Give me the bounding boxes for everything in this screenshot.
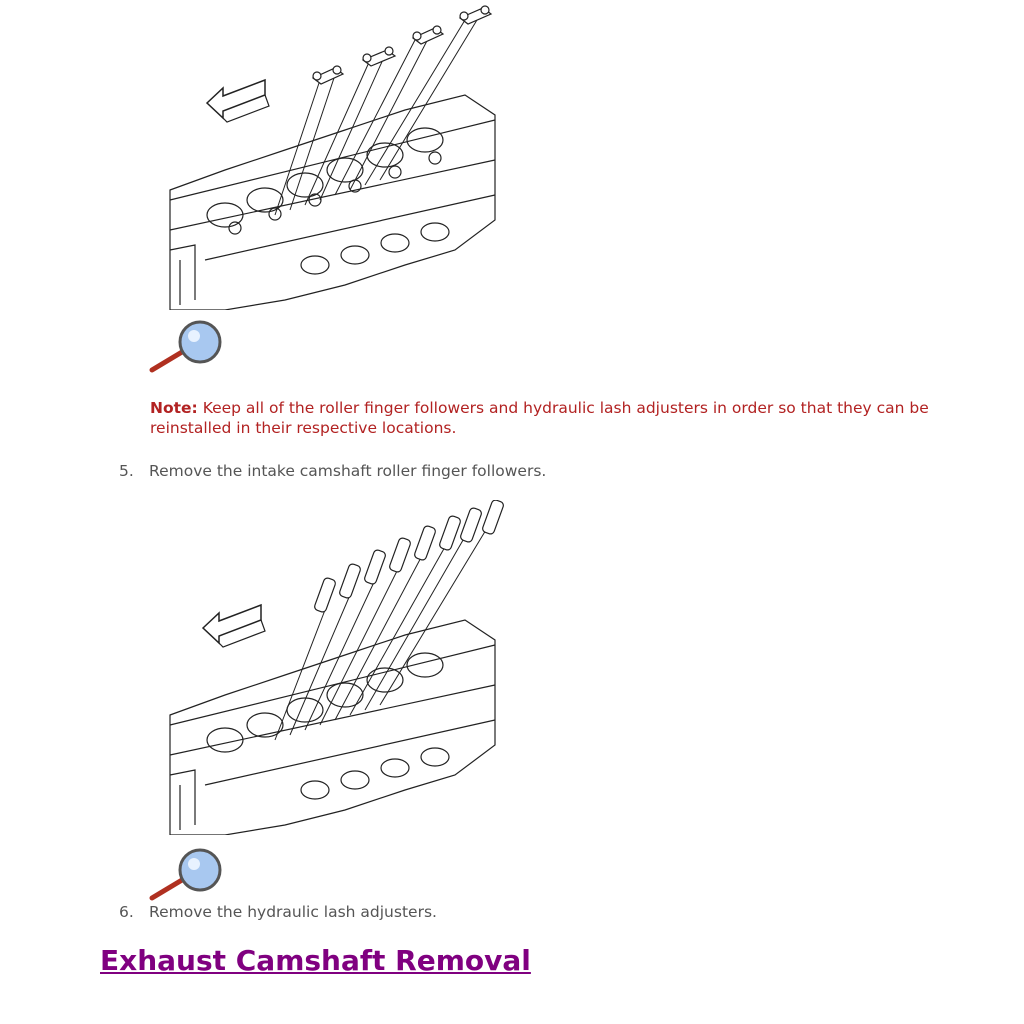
cylinder-head-body <box>170 95 495 310</box>
step-text: Remove the hydraulic lash adjusters. <box>149 903 437 921</box>
roller-finger-followers <box>313 6 491 84</box>
note-text: Keep all of the roller finger followers and hydraulic lash adjusters in order so that they can be reinstalled in their respective locations. <box>150 399 929 437</box>
step-number: 6. <box>119 903 134 921</box>
step-item <box>119 903 437 921</box>
hydraulic-lash-adjuster-illustration <box>165 500 510 835</box>
direction-arrow-icon <box>207 80 269 122</box>
step-number: 5. <box>119 462 134 480</box>
section-heading-link[interactable]: Exhaust Camshaft Removal <box>100 944 531 977</box>
magnifier-zoom-icon[interactable] <box>148 846 226 904</box>
step-item <box>119 462 546 480</box>
magnifier-zoom-icon[interactable] <box>148 318 226 376</box>
cylinder-head-body <box>170 620 495 835</box>
note-block <box>150 398 950 438</box>
step-text: Remove the intake camshaft roller finger followers. <box>149 462 547 480</box>
hydraulic-lash-adjusters <box>314 500 505 613</box>
direction-arrow-icon <box>203 605 265 647</box>
roller-finger-follower-illustration <box>165 0 510 310</box>
note-label: Note: <box>150 399 198 417</box>
